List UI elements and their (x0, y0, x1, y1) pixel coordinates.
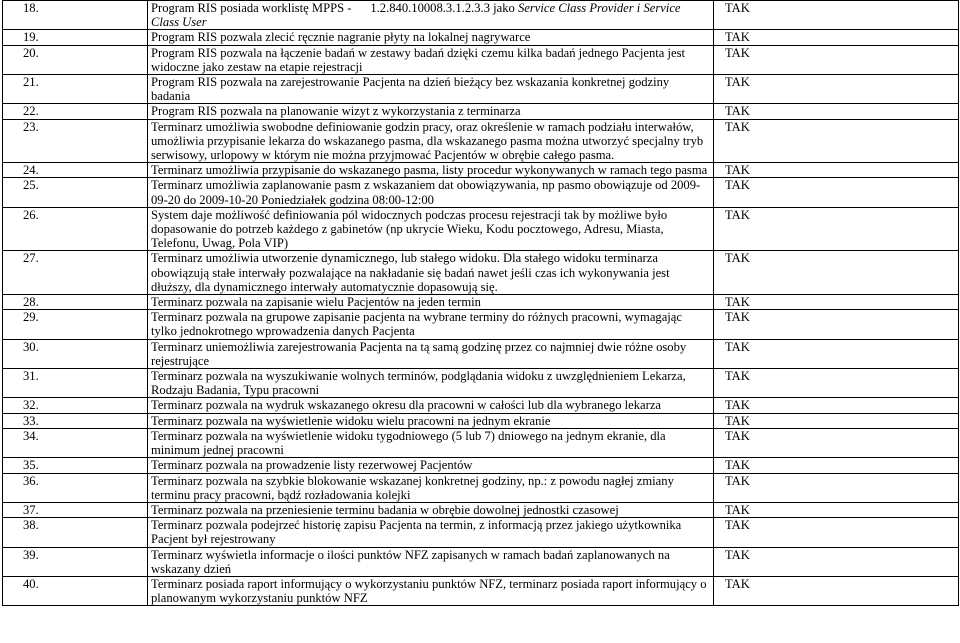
row-number: 40. (3, 576, 148, 605)
answer-value: TAK (714, 30, 959, 45)
table-row (3, 178, 959, 207)
answer-value: TAK (714, 104, 959, 119)
answer-value: TAK (714, 518, 959, 547)
row-number: 31. (3, 369, 148, 398)
table-row (3, 576, 959, 605)
answer-value: TAK (714, 310, 959, 339)
requirement-text: Program RIS pozwala zlecić ręcznie nagranie płyty na lokalnej nagrywarce (148, 30, 714, 45)
requirement-text: Terminarz pozwala na wyświetlenie widoku tygodniowego (5 lub 7) dniowego na jednym ekranie, dla minimum jednej pracowni (148, 428, 714, 457)
row-number: 21. (3, 75, 148, 104)
requirement-text: Terminarz umożliwia utworzenie dynamicznego, lub stałego widoku. Dla stałego widoku terminarza obowiązują stałe interwały pozwalające na nakładanie się badań nawet jeśli czas ich wykonywania jest dłuższy, dla dynamicznego interwały automatycznie dopasowują się. (148, 251, 714, 295)
table-row (3, 473, 959, 502)
answer-value: TAK (714, 1, 959, 30)
answer-value: TAK (714, 339, 959, 368)
table-row (3, 547, 959, 576)
requirement-text: Program RIS pozwala na łączenie badań w zestawy badań dzięki czemu kilka badań jednego Pacjenta jest widoczne jako zestaw na etapie rejestracji (148, 45, 714, 74)
table-row (3, 458, 959, 473)
requirement-text: Terminarz uniemożliwia zarejestrowania Pacjenta na tą samą godzinę przez co najmniej dwie różne osoby rejestrujące (148, 339, 714, 368)
table-row (3, 295, 959, 310)
table-row (3, 163, 959, 178)
requirement-text: Terminarz pozwala na zapisanie wielu Pacjentów na jeden termin (148, 295, 714, 310)
answer-value: TAK (714, 295, 959, 310)
requirement-text-oid: 1.2.840.10008.3.1.2.3.3 jako (370, 1, 515, 15)
row-number: 32. (3, 398, 148, 413)
table-row (3, 369, 959, 398)
answer-value: TAK (714, 369, 959, 398)
answer-value: TAK (714, 119, 959, 163)
requirement-text: Program RIS pozwala na zarejestrowanie Pacjenta na dzień bieżący bez wskazania konkretnej godziny badania (148, 75, 714, 104)
table-row (3, 398, 959, 413)
table-row (3, 502, 959, 517)
table-row (3, 413, 959, 428)
answer-value: TAK (714, 458, 959, 473)
answer-value: TAK (714, 45, 959, 74)
requirement-text: Terminarz pozwala na wyświetlenie widoku wielu pracowni na jednym ekranie (148, 413, 714, 428)
row-number: 24. (3, 163, 148, 178)
row-number: 33. (3, 413, 148, 428)
answer-value: TAK (714, 163, 959, 178)
requirement-text: Terminarz pozwala na przeniesienie terminu badania w obrębie dowolnej jednostki czasowej (148, 502, 714, 517)
requirement-text: Terminarz pozwala na szybkie blokowanie wskazanej konkretnej godziny, np.: z powodu nagłej zmiany terminu pracy pracowni, bądź rozładowania kolejki (148, 473, 714, 502)
row-number: 28. (3, 295, 148, 310)
row-number: 23. (3, 119, 148, 163)
requirement-text: System daje możliwość definiowania pól widocznych podczas procesu rejestracji tak by możliwe było dopasowanie do potrzeb każdego z gabinetów (np ukrycie Wieku, Kodu pocztowego, Adresu, Miasta, Telefonu, Uwag, Pola VIP) (148, 207, 714, 251)
table-row (3, 119, 959, 163)
answer-value: TAK (714, 502, 959, 517)
answer-value: TAK (714, 473, 959, 502)
table-row (3, 518, 959, 547)
row-number: 19. (3, 30, 148, 45)
table-row (3, 1, 959, 30)
requirement-text: Terminarz posiada raport informujący o wykorzystaniu punktów NFZ, terminarz posiada raport informujący o planowanym wykorzystaniu punktów NFZ (148, 576, 714, 605)
row-number: 25. (3, 178, 148, 207)
row-number: 38. (3, 518, 148, 547)
row-number: 37. (3, 502, 148, 517)
requirement-text: Terminarz umożliwia zaplanowanie pasm z wskazaniem dat obowiązywania, np pasmo obowiązuje od 2009-09-20 do 2009-10-20 Poniedziałek godzina 08:00-12:00 (148, 178, 714, 207)
answer-value: TAK (714, 75, 959, 104)
requirement-text: Terminarz pozwala na grupowe zapisanie pacjenta na wybrane terminy do różnych pracowni, wymagając tylko jednokrotnego wprowadzenia danych Pacjenta (148, 310, 714, 339)
table-row (3, 75, 959, 104)
row-number: 30. (3, 339, 148, 368)
row-number: 18. (3, 1, 148, 30)
requirement-text: Terminarz pozwala na prowadzenie listy rezerwowej Pacjentów (148, 458, 714, 473)
requirement-text: Terminarz pozwala podejrzeć historię zapisu Pacjenta na termin, z informacją przez jakiego użytkownika Pacjent był rejestrowany (148, 518, 714, 547)
requirement-text: Terminarz pozwala na wydruk wskazanego okresu dla pracowni w całości lub dla wybranego lekarza (148, 398, 714, 413)
requirement-text-italic: Service Class Provider i Service Class User (151, 1, 681, 30)
requirement-text: Terminarz umożliwia przypisanie do wskazanego pasma, listy procedur wykonywanych w ramach tego pasma (148, 163, 714, 178)
table-row (3, 339, 959, 368)
table-row (3, 30, 959, 45)
row-number: 20. (3, 45, 148, 74)
row-number: 36. (3, 473, 148, 502)
requirement-text: Terminarz umożliwia swobodne definiowanie godzin pracy, oraz określenie w ramach podziału interwałów, umożliwia przypisanie lekarza do wskazanego pasma, dla wskazanego pasma można utworzyć specjalny tryb serwisowy, urlopowy w którym nie można przyjmować Pacjentów w obrębie całego pasma. (148, 119, 714, 163)
table-row (3, 104, 959, 119)
row-number: 29. (3, 310, 148, 339)
answer-value: TAK (714, 547, 959, 576)
requirement-text: Program RIS pozwala na planowanie wizyt z wykorzystania z terminarza (148, 104, 714, 119)
answer-value: TAK (714, 251, 959, 295)
requirement-text: Terminarz pozwala na wyszukiwanie wolnych terminów, podglądania widoku z uwzględnieniem Lekarza, Rodzaju Badania, Typu pracowni (148, 369, 714, 398)
answer-value: TAK (714, 413, 959, 428)
table-row (3, 45, 959, 74)
table-row (3, 207, 959, 251)
answer-value: TAK (714, 207, 959, 251)
requirement-text-main: Program RIS posiada worklistę MPPS - (151, 1, 352, 15)
requirement-text (148, 1, 714, 30)
table-row (3, 310, 959, 339)
answer-value: TAK (714, 178, 959, 207)
table-row (3, 251, 959, 295)
answer-value: TAK (714, 428, 959, 457)
requirements-table-body (3, 1, 959, 606)
requirement-text: Terminarz wyświetla informacje o ilości punktów NFZ zapisanych w ramach badań zaplanowanych na wskazany dzień (148, 547, 714, 576)
answer-value: TAK (714, 576, 959, 605)
table-row (3, 428, 959, 457)
row-number: 27. (3, 251, 148, 295)
row-number: 35. (3, 458, 148, 473)
requirements-table (2, 0, 959, 606)
row-number: 34. (3, 428, 148, 457)
row-number: 22. (3, 104, 148, 119)
row-number: 39. (3, 547, 148, 576)
answer-value: TAK (714, 398, 959, 413)
row-number: 26. (3, 207, 148, 251)
